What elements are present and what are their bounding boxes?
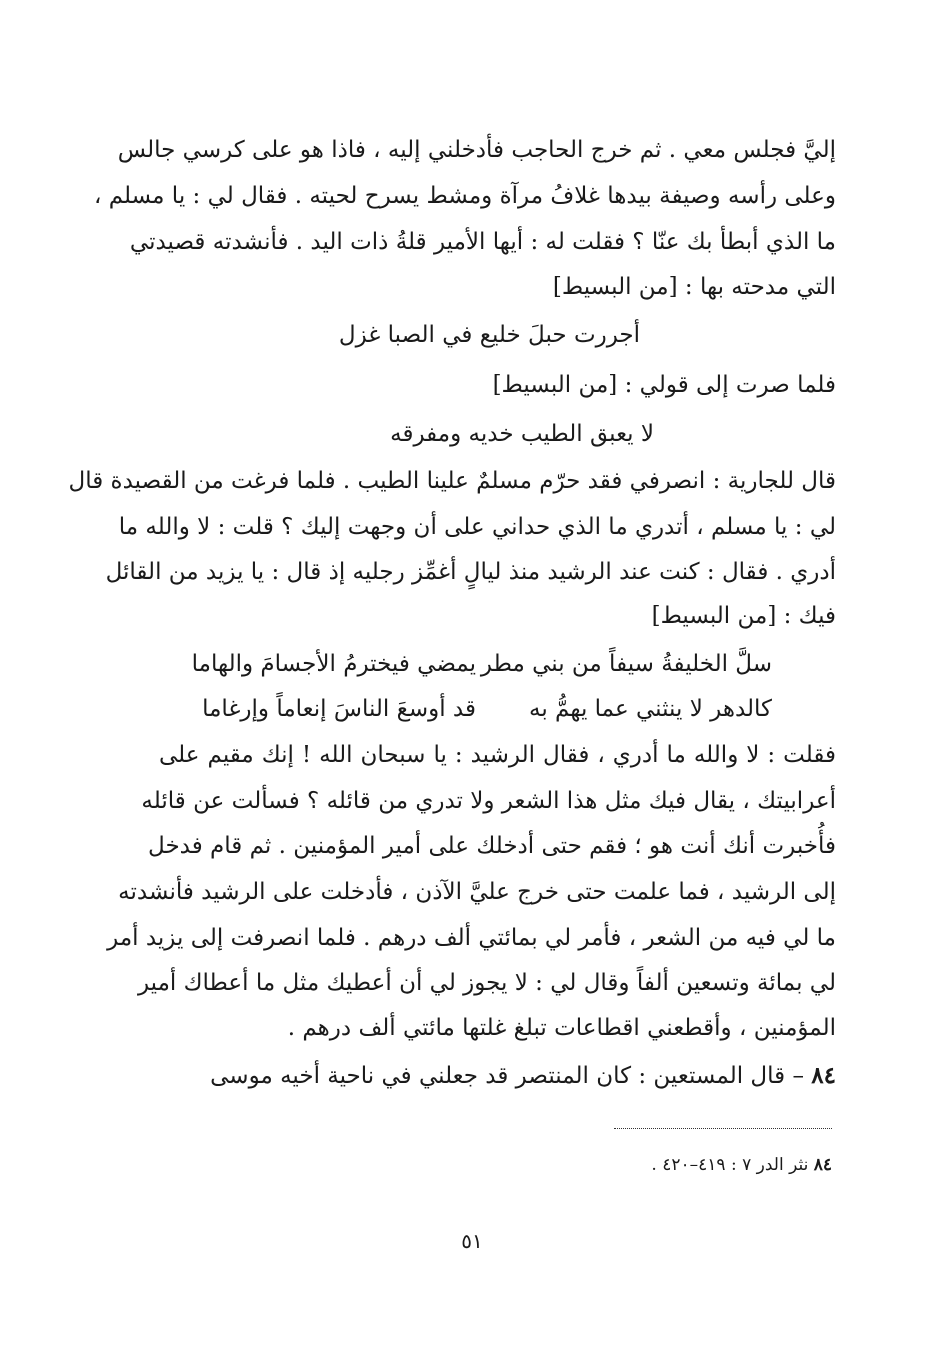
text-line: وعلى رأسه وصيفة بيدها غلافُ مرآة ومشط يسرح لحيته . فقال لي : يا مسلم ، bbox=[94, 183, 836, 209]
text-line: ما لي فيه من الشعر ، فأمر لي بمائتي ألف درهم . فلما انصرفت إلى يزيد أمر bbox=[107, 925, 836, 951]
text-line: لي : يا مسلم ، أتدري ما الذي حداني على أن وجهت إليك ؟ قلت : لا والله ما bbox=[118, 514, 836, 540]
text-line: فأُخبرت أنك أنت هو ؛ فقم حتى أدخلك على أمير المؤمنين . ثم قام فدخل bbox=[148, 833, 836, 859]
text-line: المؤمنين ، وأقطعني اقطاعات تبلغ غلتها مائتي ألف درهم . bbox=[287, 1015, 836, 1041]
text-line: فيك : [من البسيط] bbox=[651, 603, 836, 629]
page-number: ٥١ bbox=[461, 1229, 483, 1253]
text-line: ما الذي أبطأ بك عنّا ؟ فقلت له : أيها الأمير قلةُ ذات اليد . فأنشدته قصيدتي bbox=[129, 229, 836, 255]
verse-hemistich: كالدهر لا ينثني عما يهمُّ به bbox=[529, 696, 772, 722]
verse-line: أجررت حبلَ خليع في الصبا غزل bbox=[338, 322, 640, 348]
text-line: إليَّ فجلس معي . ثم خرج الحاجب فأدخلني إليه ، فاذا هو على كرسي جالس bbox=[117, 137, 836, 163]
text-line: التي مدحته بها : [من البسيط] bbox=[552, 274, 836, 300]
verse-hemistich: يمضي فيخترمُ الأجسامَ والهاما bbox=[191, 651, 476, 677]
text-line: أدري . فقال : كنت عند الرشيد منذ ليالٍ أغمِّز رجليه إذ قال : يا يزيد من القائل bbox=[105, 559, 836, 585]
verse-line: لا يعبق الطيب خديه ومفرقه bbox=[390, 421, 654, 447]
text-line: فقلت : لا والله ما أدري ، فقال الرشيد : يا سبحان الله ! إنك مقيم على bbox=[159, 742, 836, 768]
text-line: قال للجارية : انصرفي فقد حرّم مسلمٌ علينا الطيب . فلما فرغت من القصيدة قال bbox=[68, 468, 836, 494]
entry-number: ٨٤ bbox=[811, 1062, 836, 1089]
footnote-number: ٨٤ bbox=[813, 1155, 832, 1175]
verse-hemistich: قد أوسعَ الناسَ إنعاماً وإرغاما bbox=[202, 696, 476, 722]
verse-hemistich: سلَّ الخليفةُ سيفاً من بني مطر bbox=[480, 651, 772, 677]
text-line: لي بمائة وتسعين ألفاً وقال لي : لا يجوز لي أن أعطيك مثل ما أعطاك أمير bbox=[137, 970, 836, 996]
text-line: أعرابيتك ، يقال فيك مثل هذا الشعر ولا تدري من قائله ؟ فسألت عن قائله bbox=[141, 788, 836, 814]
entry-line bbox=[159, 1061, 836, 1091]
entry-text: – قال المستعين : كان المنتصر قد جعلني في ناحية أخيه موسى bbox=[210, 1063, 804, 1089]
footnote bbox=[651, 1153, 832, 1177]
text-line: إلى الرشيد ، فما علمت حتى خرج عليَّ الآذن ، فأدخلت على الرشيد فأنشدته bbox=[118, 879, 836, 905]
footnote-text: نثر الدر ٧ : ٤١٩–٤٢٠ . bbox=[651, 1155, 809, 1175]
text-line: فلما صرت إلى قولي : [من البسيط] bbox=[492, 372, 836, 398]
footnote-divider bbox=[614, 1128, 832, 1129]
